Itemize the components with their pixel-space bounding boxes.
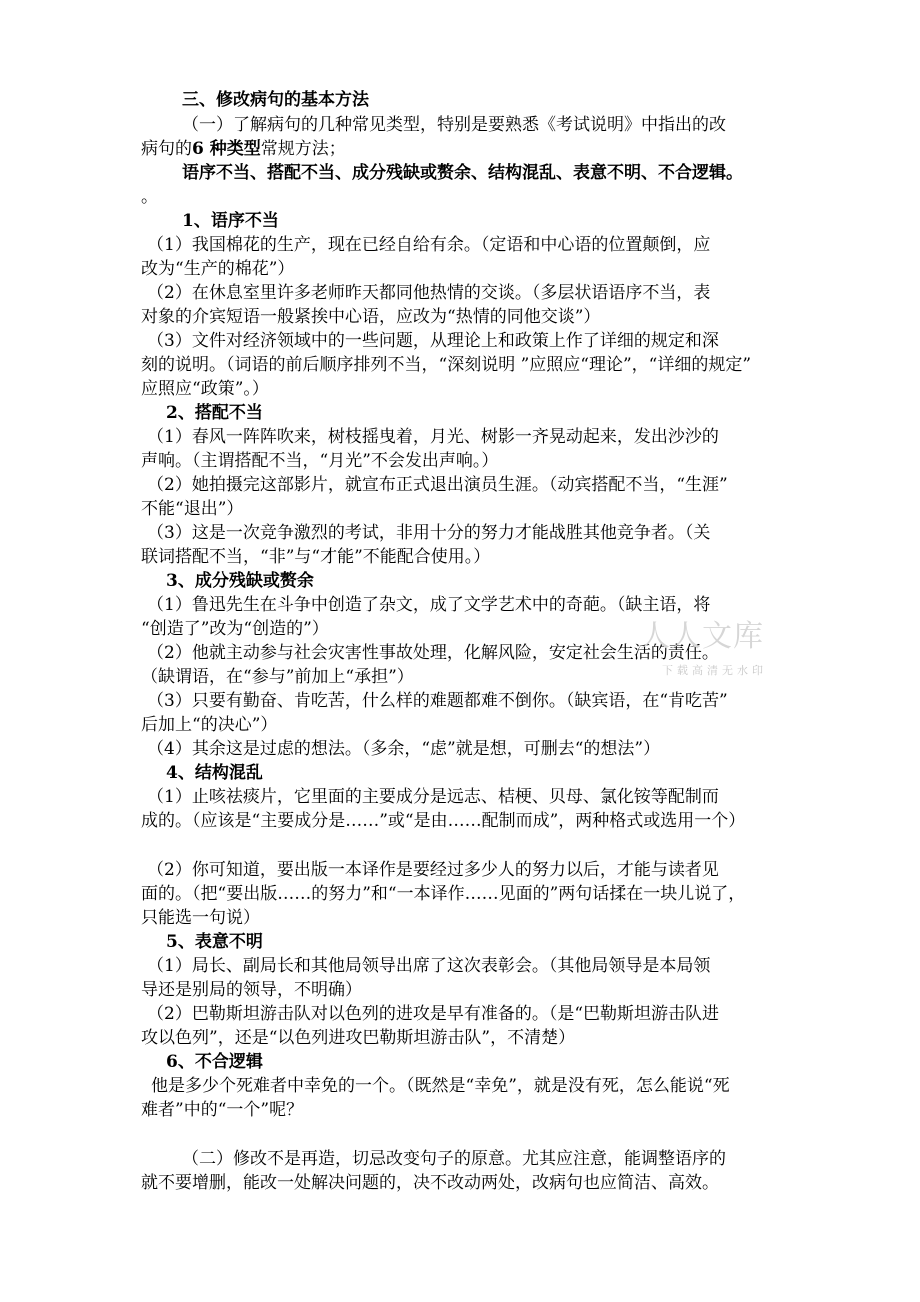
sec1-line: （1）我国棉花的生产，现在已经自给有余。（定语和中心语的位置颠倒，应 <box>147 235 711 255</box>
sec1-line: 对象的介宾短语一般紧挨中心语，应改为“热情的同他交谈”） <box>141 307 601 327</box>
intro-line-2-post: 常规方法； <box>260 139 346 159</box>
sec5-line: （2）巴勒斯坦游击队对以色列的进攻是早有准备的。（是“巴勒斯坦游击队进 <box>147 1004 720 1024</box>
sec3-line: 后加上“的决心”） <box>141 715 278 735</box>
watermark <box>640 620 790 690</box>
sec4-line: （1）止咳祛痰片，它里面的主要成分是远志、桔梗、贝母、氯化铵等配制而 <box>147 787 719 807</box>
intro-line-2-pre: 病句的 <box>141 139 192 159</box>
sec6-line: 难者”中的“一个”呢？ <box>141 1100 304 1120</box>
part2-line: 就不要增删，能改一处解决问题的，决不改动两处，改病句也应简洁、高效。 <box>141 1173 719 1193</box>
sec2-line: （3）这是一次竞争激烈的考试，非用十分的努力才能战胜其他竞争者。（关 <box>147 523 711 543</box>
sec1-line: 改为“生产的棉花”） <box>141 259 295 279</box>
sec5-line: （1）局长、副局长和其他局领导出席了这次表彰会。（其他局领导是本局领 <box>147 956 711 976</box>
part2-line: （二）修改不是再造，切忌改变句子的原意。尤其应注意，能调整语序的 <box>182 1149 726 1169</box>
sec2-line: 不能“退出”） <box>141 499 244 519</box>
types-line-dot: 。 <box>141 187 158 207</box>
sec5-line: 导还是别局的领导，不明确） <box>141 980 362 1000</box>
sec4-line: 面的。（把“要出版……的努力”和“一本译作……见面的”两句话揉在一块儿说了， <box>141 884 746 904</box>
sec1-line: 刻的说明。（词语的前后顺序排列不当，“深刻说明 ”应照应“理论”，“详细的规定” <box>141 355 752 375</box>
sec3-line: （3）只要有勤奋、肯吃苦，什么样的难题都难不倒你。（缺宾语，在“肯吃苦” <box>147 691 728 711</box>
section-heading: 三、修改病句的基本方法 <box>182 90 369 110</box>
sec3-line: （4）其余这是过虑的想法。（多余，“虑”就是想，可删去“的想法”） <box>147 739 661 759</box>
sec3-title: 3、成分残缺或赘余 <box>166 571 314 591</box>
sec4-line: 成的。（应该是“主要成分是……”或“是由……配制而成”，两种格式或选用一个） <box>141 811 746 831</box>
sec1-title: 1、语序不当 <box>182 211 279 231</box>
sec2-line: 联词搭配不当，“非”与“才能”不能配合使用。） <box>141 547 491 567</box>
sec1-line: （3）文件对经济领域中的一些问题，从理论上和政策上作了详细的规定和深 <box>147 331 719 351</box>
sec5-title: 5、表意不明 <box>166 932 263 952</box>
sec1-line: （2）在休息室里许多老师昨天都同他热情的交谈。（多层状语语序不当，表 <box>147 283 711 303</box>
sec3-line: （1）鲁迅先生在斗争中创造了杂文，成了文学艺术中的奇葩。（缺主语，将 <box>147 595 711 615</box>
sec1-line: 应照应“政策”。） <box>141 379 269 399</box>
sec2-title: 2、搭配不当 <box>166 403 263 423</box>
sec5-line: 攻以色列”，还是“以色列进攻巴勒斯坦游击队”，不清楚） <box>141 1028 576 1048</box>
sec6-line: 他是多少个死难者中幸免的一个。（既然是“幸免”，就是没有死，怎么能说“死 <box>151 1076 730 1096</box>
sec4-line: 只能选一句说） <box>141 908 260 928</box>
types-line: 语序不当、搭配不当、成分残缺或赘余、结构混乱、表意不明、不合逻辑。 <box>182 163 743 183</box>
sec3-line: “创造了”改为“创造的”） <box>141 619 329 639</box>
watermark-subtitle: 下载高清无水印 <box>662 664 767 677</box>
sec2-line: （1）春风一阵阵吹来，树枝摇曳着，月光、树影一齐晃动起来，发出沙沙的 <box>147 427 719 447</box>
intro-line-1: （一）了解病句的几种常见类型，特别是要熟悉《考试说明》中指出的改 <box>182 115 726 135</box>
sec2-line: 声响。（主谓搭配不当，“月光”不会发出声响。） <box>141 451 499 471</box>
intro-line-2-bold: 6 种类型 <box>192 139 261 159</box>
sec3-line: （缺谓语，在“参与”前加上“承担”） <box>141 667 414 687</box>
watermark-title: 人人文库 <box>640 619 764 654</box>
sec3-line: （2）他就主动参与社会灾害性事故处理，化解风险，安定社会生活的责任。 <box>147 643 719 663</box>
sec4-title: 4、结构混乱 <box>166 763 263 783</box>
sec2-line: （2）她拍摄完这部影片，就宣布正式退出演员生涯。（动宾搭配不当，“生涯” <box>147 475 728 495</box>
sec6-title: 6、不合逻辑 <box>166 1052 263 1072</box>
intro-line-2 <box>141 138 346 160</box>
sec4-line: （2）你可知道，要出版一本译作是要经过多少人的努力以后，才能与读者见 <box>147 860 719 880</box>
